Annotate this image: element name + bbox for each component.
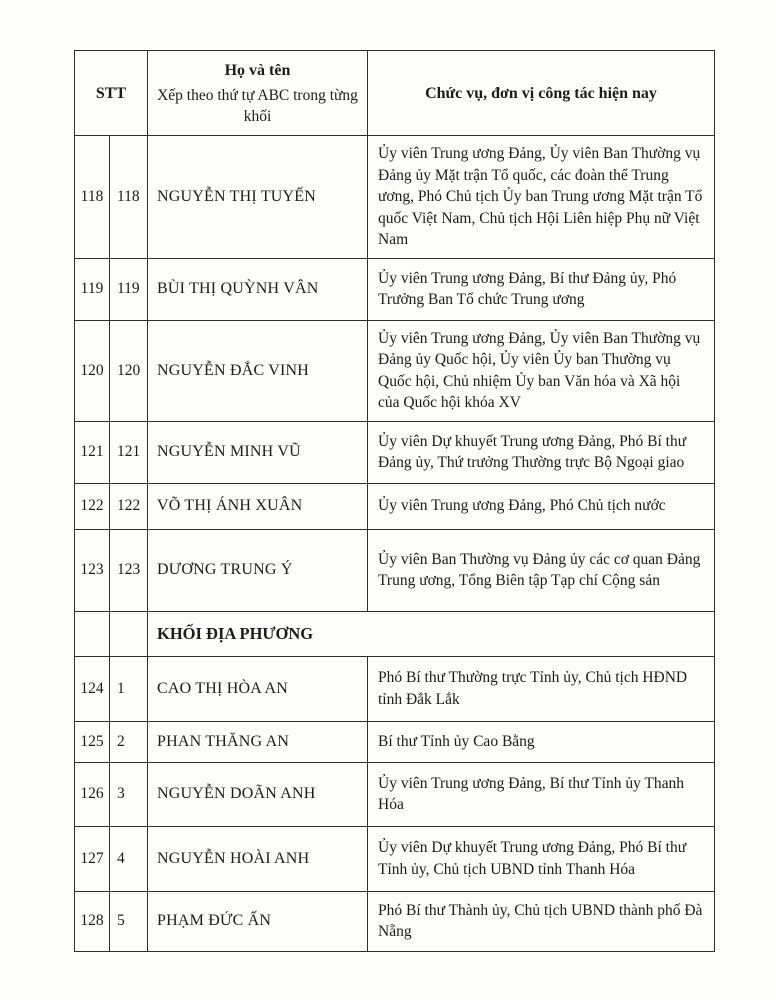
table-row	[75, 421, 715, 483]
section-cell: KHỐI ĐỊA PHƯƠNG	[148, 611, 715, 656]
order-cell: 2	[110, 721, 148, 762]
name-cell: DƯƠNG TRUNG Ý	[148, 529, 368, 611]
table-row	[75, 320, 715, 421]
stt-cell: 121	[75, 421, 110, 483]
name-cell: PHAN THĂNG AN	[148, 721, 368, 762]
table-row	[75, 483, 715, 529]
name-cell: NGUYỄN DOÃN ANH	[148, 762, 368, 826]
stt-cell: 118	[75, 136, 110, 259]
stt-cell: 120	[75, 320, 110, 421]
name-cell: NGUYỄN ĐẮC VINH	[148, 320, 368, 421]
table-row	[75, 258, 715, 320]
stt-cell	[75, 611, 110, 656]
position-cell: Bí thư Tỉnh ủy Cao Bằng	[368, 721, 715, 762]
name-cell: NGUYỄN HOÀI ANH	[148, 826, 368, 891]
stt-cell: 127	[75, 826, 110, 891]
table-row	[75, 826, 715, 891]
position-cell: Ủy viên Trung ương Đảng, Ủy viên Ban Thường vụ Đảng ủy Quốc hội, Ủy viên Ủy ban Thường vụ Quốc hội, Chủ nhiệm Ủy ban Văn hóa và Xã hội của Quốc hội khóa XV	[368, 320, 715, 421]
stt-cell: 124	[75, 656, 110, 721]
order-cell: 119	[110, 258, 148, 320]
position-cell: Ủy viên Trung ương Đảng, Ủy viên Ban Thường vụ Đảng ủy Mặt trận Tổ quốc, các đoàn thể Trung ương, Phó Chủ tịch Ủy ban Trung ương Mặt trận Tổ quốc Việt Nam, Chủ tịch Hội Liên hiệp Phụ nữ Việt Nam	[368, 136, 715, 259]
order-cell: 123	[110, 529, 148, 611]
name-cell: BÙI THỊ QUỲNH VÂN	[148, 258, 368, 320]
order-cell: 121	[110, 421, 148, 483]
stt-cell: 119	[75, 258, 110, 320]
order-cell: 122	[110, 483, 148, 529]
order-cell: 118	[110, 136, 148, 259]
order-cell: 1	[110, 656, 148, 721]
position-cell: Ủy viên Trung ương Đảng, Bí thư Tỉnh ủy Thanh Hóa	[368, 762, 715, 826]
stt-cell: 122	[75, 483, 110, 529]
position-cell: Ủy viên Trung ương Đảng, Bí thư Đảng ủy, Phó Trưởng Ban Tổ chức Trung ương	[368, 258, 715, 320]
header-stt: STT	[75, 51, 148, 136]
table-row	[75, 656, 715, 721]
name-cell: NGUYỄN THỊ TUYẾN	[148, 136, 368, 259]
table-body	[75, 136, 715, 952]
position-cell: Ủy viên Dự khuyết Trung ương Đảng, Phó Bí thư Tỉnh ủy, Chủ tịch UBND tỉnh Thanh Hóa	[368, 826, 715, 891]
name-cell: CAO THỊ HÒA AN	[148, 656, 368, 721]
order-cell: 120	[110, 320, 148, 421]
order-cell: 5	[110, 891, 148, 951]
order-cell: 3	[110, 762, 148, 826]
stt-cell: 125	[75, 721, 110, 762]
stt-cell: 126	[75, 762, 110, 826]
order-cell: 4	[110, 826, 148, 891]
order-cell	[110, 611, 148, 656]
section-row	[75, 611, 715, 656]
name-cell: PHẠM ĐỨC ẤN	[148, 891, 368, 951]
position-cell: Ủy viên Trung ương Đảng, Phó Chủ tịch nước	[368, 483, 715, 529]
table-row	[75, 721, 715, 762]
position-cell: Ủy viên Ban Thường vụ Đảng ủy các cơ quan Đảng Trung ương, Tổng Biên tập Tạp chí Cộng sản	[368, 529, 715, 611]
name-cell: NGUYỄN MINH VŨ	[148, 421, 368, 483]
table-row	[75, 529, 715, 611]
position-cell: Phó Bí thư Thành ủy, Chủ tịch UBND thành phố Đà Nẵng	[368, 891, 715, 951]
header-position: Chức vụ, đơn vị công tác hiện nay	[368, 51, 715, 136]
table-header	[75, 51, 715, 136]
header-name-title: Họ và tên	[224, 61, 291, 79]
header-name-subtitle: Xếp theo thứ tự ABC trong từng khối	[157, 86, 358, 125]
table-row	[75, 762, 715, 826]
header-name	[148, 51, 368, 136]
table-row	[75, 136, 715, 259]
name-cell: VÕ THỊ ÁNH XUÂN	[148, 483, 368, 529]
officials-table	[74, 50, 715, 952]
stt-cell: 123	[75, 529, 110, 611]
table-row	[75, 891, 715, 951]
stt-cell: 128	[75, 891, 110, 951]
position-cell: Ủy viên Dự khuyết Trung ương Đảng, Phó Bí thư Đảng ủy, Thứ trưởng Thường trực Bộ Ngoại giao	[368, 421, 715, 483]
position-cell: Phó Bí thư Thường trực Tỉnh ủy, Chủ tịch HĐND tỉnh Đắk Lắk	[368, 656, 715, 721]
